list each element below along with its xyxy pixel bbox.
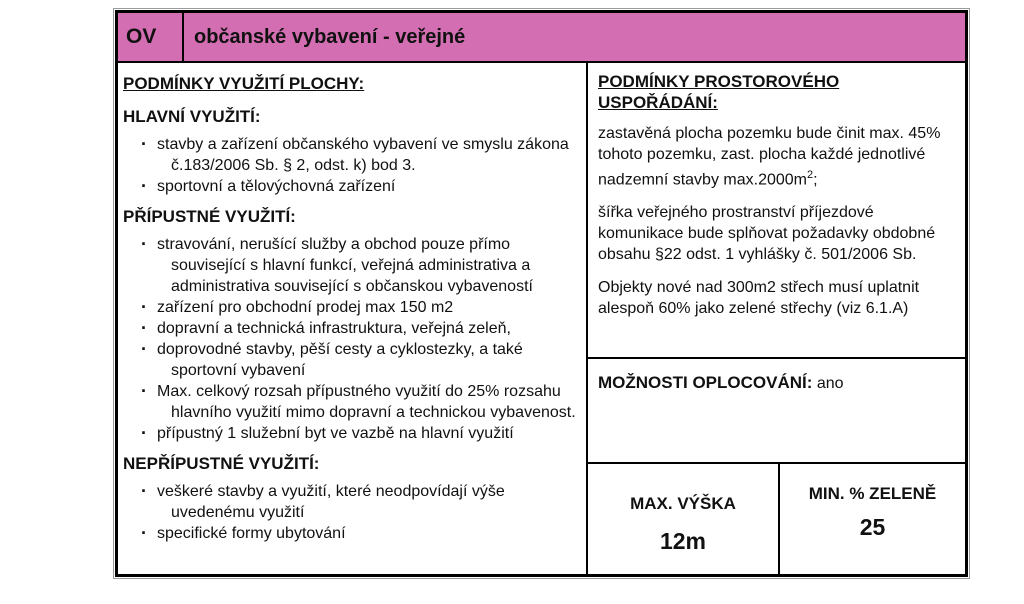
use-conditions-column bbox=[118, 63, 588, 574]
spatial-conditions-heading: PODMÍNKY PROSTOROVÉHO USPOŘÁDÁNÍ: bbox=[598, 72, 840, 112]
superscript-2: 2 bbox=[807, 169, 814, 181]
list-item: . stravování, nerušící služby a obchod pouze přímo související s hlavní funkcí, veřejná administrativa a administrativa související s občanskou vybaveností bbox=[123, 234, 578, 297]
built-area-suffix: ; bbox=[813, 171, 818, 189]
section-main-use bbox=[123, 106, 578, 197]
section-title-main-use: HLAVNÍ VYUŽITÍ: bbox=[123, 107, 261, 126]
street-width-paragraph: šířka veřejného prostranství příjezdové komunikace bude splňovat požadavky obdobné obsahu §22 odst. 1 vyhlášky č. 501/2006 Sb. bbox=[598, 204, 936, 264]
list-item: . Max. celkový rozsah přípustného využití do 25% rozsahu hlavního využití mimo dopravní a technickou vybavenost. bbox=[123, 381, 578, 423]
list-item: . zařízení pro obchodní prodej max 150 m2 bbox=[123, 297, 578, 318]
list-item: . doprovodné stavby, pěší cesty a cyklostezky, a také sportovní vybavení bbox=[123, 339, 578, 381]
list-item: . sportovní a tělovýchovná zařízení bbox=[123, 176, 578, 197]
spatial-conditions-cell bbox=[588, 63, 965, 359]
min-green-cell bbox=[780, 464, 965, 574]
built-area-text: zastavěná plocha pozemku bude činit max. 45% tohoto pozemku, zast. plocha každé jednotlivé nadzemní stavby max.2000m bbox=[598, 125, 941, 189]
section-title-permissible-use: PŘÍPUSTNÉ VYUŽITÍ: bbox=[123, 207, 296, 226]
header-row bbox=[118, 13, 965, 63]
table-body bbox=[118, 63, 965, 574]
fencing-label: MOŽNOSTI OPLOCOVÁNÍ: bbox=[598, 373, 813, 392]
use-conditions-heading: PODMÍNKY VYUŽITÍ PLOCHY: bbox=[123, 74, 365, 93]
list-item: . stavby a zařízení občanského vybavení ve smyslu zákona č.183/2006 Sb. § 2, odst. k) bod 3. bbox=[123, 134, 578, 176]
max-height-value: 12m bbox=[659, 527, 707, 554]
section-permissible-use bbox=[123, 206, 578, 444]
zone-code: OV bbox=[118, 13, 184, 61]
built-area-paragraph bbox=[598, 123, 955, 190]
spatial-conditions-column bbox=[588, 63, 965, 574]
metrics-row bbox=[588, 464, 965, 574]
min-green-value: 25 bbox=[859, 513, 886, 540]
section-impermissible-use bbox=[123, 453, 578, 544]
max-height-cell bbox=[588, 464, 780, 574]
zone-title: občanské vybavení - veřejné bbox=[194, 25, 466, 48]
fencing-cell bbox=[588, 359, 965, 464]
max-height-label: MAX. VÝŠKA bbox=[630, 493, 736, 513]
fencing-value: ano bbox=[816, 375, 844, 392]
section-title-impermissible-use: NEPŘÍPUSTNÉ VYUŽITÍ: bbox=[123, 454, 320, 473]
min-green-label: MIN. % ZELENĚ bbox=[808, 483, 937, 503]
list-item: . specifické formy ubytování bbox=[123, 523, 578, 544]
list-item: . dopravní a technická infrastruktura, veřejná zeleň, bbox=[123, 318, 578, 339]
list-item: . přípustný 1 služební byt ve vazbě na hlavní využití bbox=[123, 423, 578, 444]
zoning-table bbox=[115, 10, 968, 577]
list-item: . veškeré stavby a využití, které neodpovídají výše uvedenému využití bbox=[123, 481, 578, 523]
green-roofs-paragraph: Objekty nové nad 300m2 střech musí uplatnit alespoň 60% jako zelené střechy (viz 6.1.A) bbox=[598, 279, 920, 318]
